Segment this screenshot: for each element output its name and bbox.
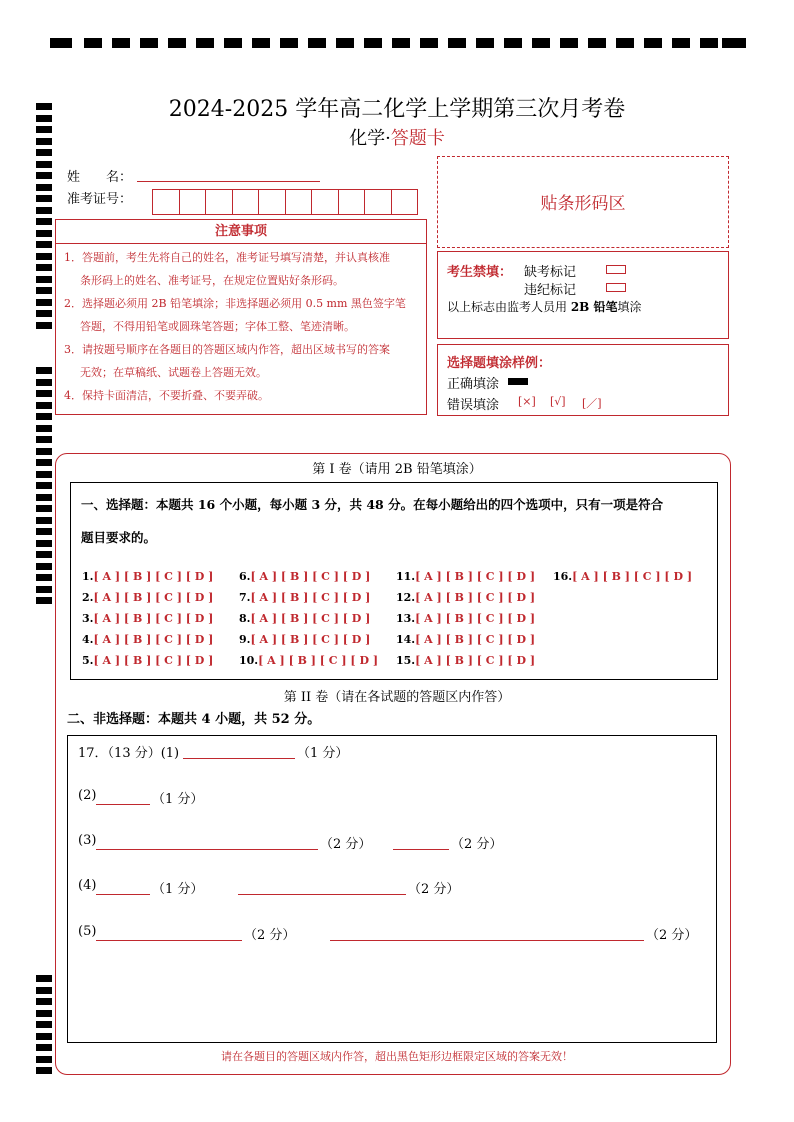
mcq-question[interactable] xyxy=(239,591,370,604)
notice-line: 答题，不得用铅笔或圆珠笔答题；字体工整、笔迹清晰。 xyxy=(80,320,355,333)
mcq-options[interactable]: [ A ] [ B ] [ C ] [ D ] xyxy=(93,654,214,667)
prohibited-note: 以上标志由监考人员用 2B 铅笔填涂 xyxy=(447,300,642,314)
fill-sample-box xyxy=(437,344,729,416)
q17-2-points: （1 分） xyxy=(152,792,204,807)
mcq-instruction: 题目要求的。 xyxy=(81,530,157,545)
q17-5b-blank[interactable] xyxy=(330,940,644,941)
mcq-number: 8. xyxy=(239,612,251,625)
wrong-fill-mark: [√] xyxy=(550,395,566,408)
absent-mark-label: 缺考标记 xyxy=(524,265,577,280)
mcq-options[interactable]: [ A ] [ B ] [ C ] [ D ] xyxy=(250,570,371,583)
q17-3b-blank[interactable] xyxy=(393,849,449,850)
mcq-options[interactable]: [ A ] [ B ] [ C ] [ D ] xyxy=(93,612,214,625)
mcq-number: 9. xyxy=(239,633,251,646)
mcq-number: 1. xyxy=(82,570,94,583)
name-label: 姓 名： xyxy=(67,170,133,185)
mcq-options[interactable]: [ A ] [ B ] [ C ] [ D ] xyxy=(93,633,214,646)
barcode-label: 贴条形码区 xyxy=(540,194,626,214)
mcq-options[interactable]: [ A ] [ B ] [ C ] [ D ] xyxy=(258,654,379,667)
q17-answer-box xyxy=(67,735,717,1043)
violation-mark-box[interactable] xyxy=(606,283,626,292)
mcq-options[interactable]: [ A ] [ B ] [ C ] [ D ] xyxy=(415,570,536,583)
mcq-question[interactable] xyxy=(396,612,535,625)
notice-box xyxy=(55,243,427,415)
mcq-question[interactable] xyxy=(82,612,213,625)
mcq-question[interactable] xyxy=(82,633,213,646)
q17-5a-points: （2 分） xyxy=(244,928,296,943)
section1-header: 第 I 卷（请用 2B 铅笔填涂） xyxy=(312,462,482,477)
mcq-number: 12. xyxy=(396,591,416,604)
timing-marks-top xyxy=(50,38,746,50)
footer-warning: 请在各题目的答题区域内作答，超出黑色矩形边框限定区域的答案无效！ xyxy=(221,1050,573,1063)
notice-line: 1．答题前，考生先将自己的姓名，准考证号填写清楚，并认真核准 xyxy=(64,251,390,264)
q17-3a-blank[interactable] xyxy=(96,849,318,850)
mcq-number: 16. xyxy=(553,570,573,583)
q17-5-label: (5) xyxy=(78,924,97,939)
mcq-question[interactable] xyxy=(396,654,535,667)
q17-4b-blank[interactable] xyxy=(238,894,406,895)
prohibited-box xyxy=(437,251,729,339)
mcq-instruction: 一、选择题：本题共 16 个小题，每小题 3 分，共 48 分。在每小题给出的四个选项中，只有一项是符合 xyxy=(81,497,664,512)
mcq-options[interactable]: [ A ] [ B ] [ C ] [ D ] xyxy=(250,612,371,625)
q17-2-blank[interactable] xyxy=(96,804,150,805)
violation-mark-label: 违纪标记 xyxy=(524,283,577,298)
correct-fill-label: 正确填涂 xyxy=(447,377,500,392)
mcq-options[interactable]: [ A ] [ B ] [ C ] [ D ] xyxy=(250,591,371,604)
mcq-number: 3. xyxy=(82,612,94,625)
mcq-question[interactable] xyxy=(82,591,213,604)
q17-5a-blank[interactable] xyxy=(96,940,242,941)
mcq-number: 14. xyxy=(396,633,416,646)
mcq-number: 2. xyxy=(82,591,94,604)
q17-1-blank[interactable] xyxy=(183,758,295,759)
notice-line: 2．选择题必须用 2B 铅笔填涂；非选择题必须用 0.5 mm 黑色签字笔 xyxy=(64,297,406,310)
mcq-options[interactable]: [ A ] [ B ] [ C ] [ D ] xyxy=(250,633,371,646)
mcq-number: 11. xyxy=(396,570,416,583)
wrong-fill-label: 错误填涂 xyxy=(447,398,500,413)
mcq-number: 10. xyxy=(239,654,259,667)
q17-head: 17．（13 分）(1) xyxy=(78,746,180,761)
mcq-number: 4. xyxy=(82,633,94,646)
mcq-question[interactable] xyxy=(239,612,370,625)
mcq-question[interactable] xyxy=(239,633,370,646)
mcq-number: 6. xyxy=(239,570,251,583)
barcode-area xyxy=(437,156,729,248)
fill-sample-heading: 选择题填涂样例： xyxy=(447,356,552,371)
mcq-question[interactable] xyxy=(396,633,535,646)
page-subtitle: 化学·答题卡 xyxy=(349,128,445,149)
mcq-number: 5. xyxy=(82,654,94,667)
mcq-number: 15. xyxy=(396,654,416,667)
wrong-fill-mark: [／] xyxy=(582,397,602,410)
mcq-options[interactable]: [ A ] [ B ] [ C ] [ D ] xyxy=(93,591,214,604)
q17-3b-points: （2 分） xyxy=(451,837,503,852)
notice-line: 无效；在草稿纸、试题卷上答题无效。 xyxy=(80,366,267,379)
wrong-fill-mark: [×] xyxy=(518,395,536,408)
mcq-number: 13. xyxy=(396,612,416,625)
mcq-question[interactable] xyxy=(553,570,692,583)
q17-1-points: （1 分） xyxy=(297,746,349,761)
notice-heading: 注意事项 xyxy=(55,219,427,244)
q17-4-label: (4) xyxy=(78,878,97,893)
absent-mark-box[interactable] xyxy=(606,265,626,274)
mcq-options[interactable]: [ A ] [ B ] [ C ] [ D ] xyxy=(415,612,536,625)
q17-2-label: (2) xyxy=(78,788,97,803)
page-title: 2024-2025 学年高二化学上学期第三次月考卷 xyxy=(168,97,626,122)
mcq-options[interactable]: [ A ] [ B ] [ C ] [ D ] xyxy=(93,570,214,583)
mcq-options[interactable]: [ A ] [ B ] [ C ] [ D ] xyxy=(415,654,536,667)
mcq-question[interactable] xyxy=(396,591,535,604)
q17-5b-points: （2 分） xyxy=(646,928,698,943)
q17-4b-points: （2 分） xyxy=(408,882,460,897)
mcq-options[interactable]: [ A ] [ B ] [ C ] [ D ] xyxy=(415,591,536,604)
mcq-question[interactable] xyxy=(239,654,378,667)
mcq-options[interactable]: [ A ] [ B ] [ C ] [ D ] xyxy=(572,570,693,583)
q17-4a-points: （1 分） xyxy=(152,882,204,897)
q17-3a-points: （2 分） xyxy=(320,837,372,852)
id-number-boxes[interactable] xyxy=(152,189,418,215)
mcq-question[interactable] xyxy=(82,654,213,667)
q17-4a-blank[interactable] xyxy=(96,894,150,895)
prohibited-label: 考生禁填： xyxy=(447,265,513,280)
mcq-number: 7. xyxy=(239,591,251,604)
section2-instruction: 二、非选择题：本题共 4 小题，共 52 分。 xyxy=(67,712,321,727)
correct-fill-mark xyxy=(508,378,528,385)
mcq-question[interactable] xyxy=(239,570,370,583)
notice-line: 条形码上的姓名、准考证号，在规定位置贴好条形码。 xyxy=(80,274,344,287)
mcq-question[interactable] xyxy=(82,570,213,583)
id-label: 准考证号： xyxy=(67,192,133,207)
q17-3-label: (3) xyxy=(78,833,97,848)
mcq-question[interactable] xyxy=(396,570,535,583)
section2-header: 第 II 卷（请在各试题的答题区内作答） xyxy=(283,690,511,705)
notice-line: 3．请按题号顺序在各题目的答题区域内作答，超出区域书写的答案 xyxy=(64,343,390,356)
notice-line: 4．保持卡面清洁，不要折叠、不要弄破。 xyxy=(64,389,269,402)
name-field[interactable] xyxy=(137,181,320,182)
mcq-options[interactable]: [ A ] [ B ] [ C ] [ D ] xyxy=(415,633,536,646)
